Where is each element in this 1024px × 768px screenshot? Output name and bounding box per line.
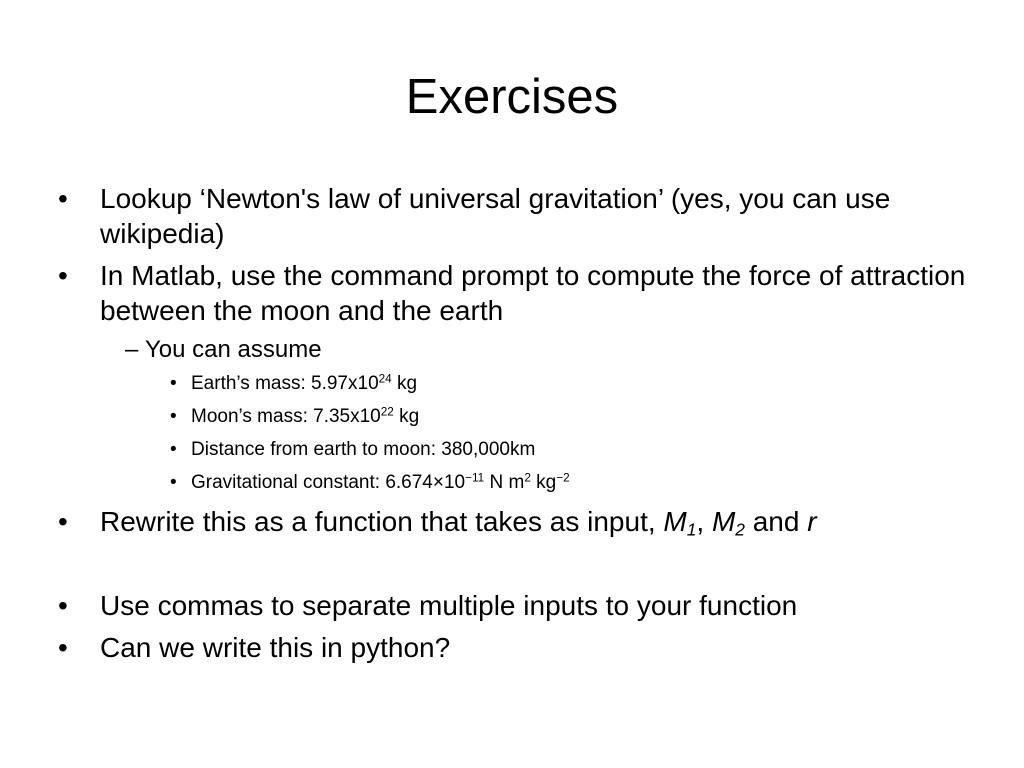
- sub-sub-item-moon-mass: [170, 402, 930, 432]
- sub-sub-item-grav-constant: [170, 468, 930, 498]
- bullet-item-python: [58, 630, 978, 665]
- separator-comma: ,: [696, 506, 712, 537]
- grav-constant-unit-kg: kg: [530, 472, 557, 493]
- bullet-marker: •: [170, 472, 177, 493]
- earth-mass-label: Earth’s mass: 5.97x10: [191, 373, 379, 394]
- variable-m2: M: [711, 506, 736, 537]
- bullet-item-use-commas: [58, 588, 978, 623]
- earth-mass-unit: kg: [391, 373, 418, 394]
- variable-m2-subscript: 2: [735, 519, 745, 540]
- earth-mass-text: [191, 369, 930, 399]
- variable-m1-subscript: 1: [686, 519, 697, 540]
- grav-constant-exponent: −11: [465, 471, 485, 485]
- bullet-item-matlab-force: [58, 258, 978, 328]
- moon-mass-unit: kg: [393, 406, 420, 427]
- grav-constant-label: Gravitational constant: 6.674×10: [191, 472, 466, 493]
- bullet-item-lookup-newton: [58, 181, 978, 251]
- slide-title: Exercises: [405, 70, 619, 124]
- sub-sub-item-distance: [170, 435, 930, 465]
- sub-item-you-can-assume: [125, 335, 925, 365]
- bullet-text: Lookup ‘Newton's law of universal gravitation’ (yes, you can use wikipedia): [100, 183, 891, 249]
- separator-and: and: [744, 506, 808, 537]
- bullet-marker: •: [58, 590, 68, 621]
- grav-constant-kg-exponent: −2: [556, 471, 570, 485]
- earth-mass-exponent: 24: [378, 372, 392, 386]
- bullet-marker: •: [58, 632, 68, 663]
- moon-mass-text: [191, 402, 930, 432]
- bullet-text: Can we write this in python?: [100, 632, 451, 663]
- bullet-marker: •: [170, 439, 177, 460]
- sub-item-text: You can assume: [145, 336, 322, 363]
- sub-sub-item-earth-mass: [170, 369, 930, 399]
- bullet-marker: •: [58, 183, 68, 214]
- bullet-marker: •: [58, 260, 68, 291]
- bullet-text: In Matlab, use the command prompt to compute the force of attraction between the moon and the earth: [100, 260, 966, 326]
- variable-r: r: [807, 506, 817, 537]
- grav-constant-text: [191, 468, 930, 498]
- bullet-item-rewrite-function: [58, 504, 978, 539]
- bullet-marker: •: [170, 406, 177, 427]
- dash-marker: –: [125, 336, 139, 363]
- bullet-text: Use commas to separate multiple inputs to your function: [100, 590, 798, 621]
- distance-text: Distance from earth to moon: 380,000km: [191, 439, 536, 460]
- bullet-marker: •: [170, 373, 177, 394]
- grav-constant-m-exponent: 2: [524, 471, 531, 485]
- bullet-marker: •: [58, 506, 68, 537]
- rewrite-label: Rewrite this as a function that takes as input,: [100, 506, 664, 537]
- moon-mass-label: Moon’s mass: 7.35x10: [191, 406, 381, 427]
- grav-constant-unit-n-m: N m: [484, 472, 525, 493]
- moon-mass-exponent: 22: [380, 405, 394, 419]
- variable-m1: M: [663, 506, 687, 537]
- rewrite-text: [100, 504, 978, 539]
